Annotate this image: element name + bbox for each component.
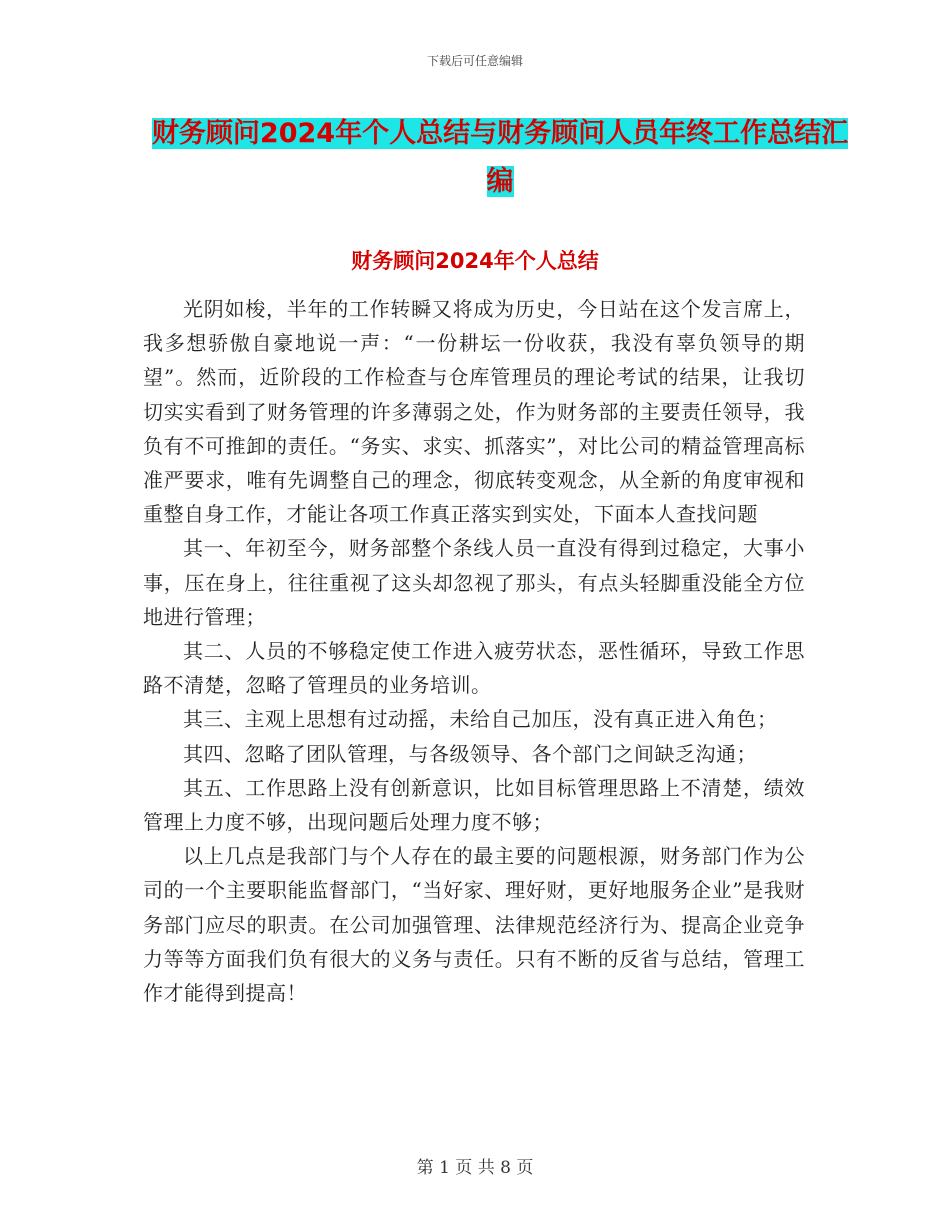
page-header-note: 下载后可任意编辑 [426,54,523,68]
section-title: 财务顾问2024年个人总结 [351,249,599,273]
document-body [143,292,805,1010]
body-paragraph: 以上几点是我部门与个人存在的最主要的问题根源，财务部门作为公司的一个主要职能监督部门，“当好家、理好财，更好地服务企业”是我财务部门应尽的职责。在公司加强管理、法律规范经济行为、提高企业竞争力等等方面我们负有很大的义务与责任。只有不断的反省与总结，管理工作才能得到提高！ [143,844,805,1006]
body-paragraph: 其一、年初至今，财务部整个条线人员一直没有得到过稳定，大事小事，压在身上，往往重视了这头却忽视了那头，有点头轻脚重没能全方位地进行管理； [143,536,805,629]
page-footer: 第 1 页 共 8 页 [416,1158,534,1178]
body-paragraph: 其五、工作思路上没有创新意识，比如目标管理思路上不清楚，绩效管理上力度不够，出现问题后处理力度不够； [143,775,805,835]
body-paragraph: 其三、主观上思想有过动摇，未给自己加压，没有真正进入角色； [183,707,778,732]
document-title [140,110,860,206]
document-title-text: 财务顾问2024年个人总结与财务顾问人员年终工作总结汇编 [151,118,849,197]
body-paragraph: 其二、人员的不够稳定使工作进入疲劳状态，恶性循环，导致工作思路不清楚，忽略了管理员的业务培训。 [143,639,805,698]
body-paragraph: 光阴如梭，半年的工作转瞬又将成为历史，今日站在这个发言席上，我多想骄傲自豪地说一声：“一份耕坛一份收获，我没有辜负领导的期望”。然而，近阶段的工作检查与仓库管理员的理论考试的结果，让我切切实实看到了财务管理的许多薄弱之处，作为财务部的主要责任领导，我负有不可推卸的责任。“务实、求实、抓落实”，对比公司的精益管理高标准严要求，唯有先调整自己的理念，彻底转变观念，从全新的角度审视和重整自身工作，才能让各项工作真正落实到实处，下面本人查找问题 [143,297,805,527]
body-paragraph: 其四、忽略了团队管理，与各级领导、各个部门之间缺乏沟通； [183,741,757,766]
